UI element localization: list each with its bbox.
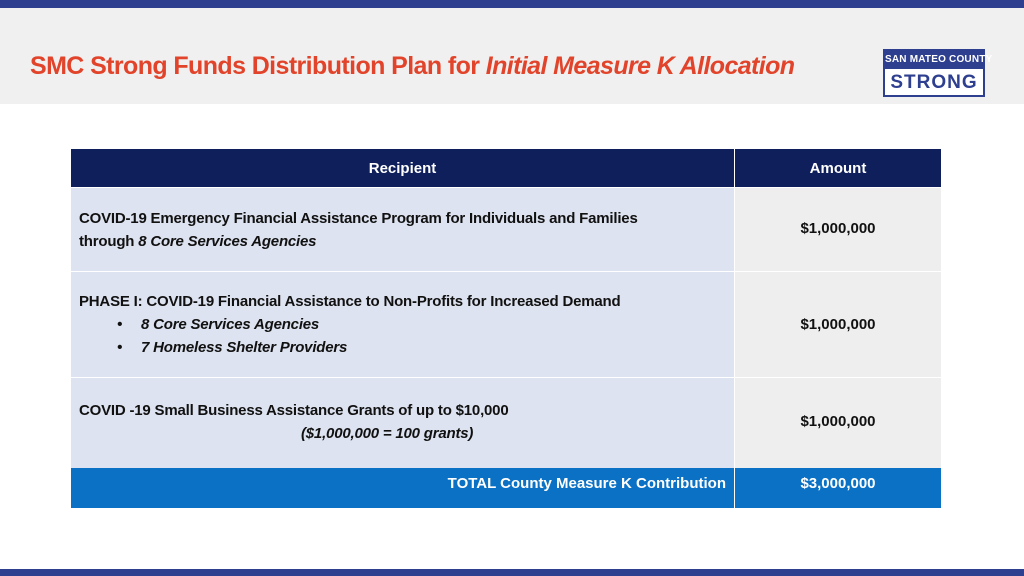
amount-value: $1,000,000	[800, 316, 876, 333]
bottom-accent-band	[0, 569, 1024, 576]
bullet-dot: •	[117, 339, 123, 356]
bullet-dot: •	[117, 316, 123, 333]
table-row	[71, 378, 941, 468]
title-regular: SMC Strong Funds Distribution Plan for	[30, 52, 486, 80]
table-row	[71, 272, 941, 378]
total-amount: $3,000,000	[734, 468, 941, 508]
column-header-recipient: Recipient	[368, 159, 437, 177]
slide-header	[0, 8, 1024, 104]
recipient-line-italic: 8 Core Services Agencies	[138, 233, 317, 250]
logo-top-text: SAN MATEO COUNTY	[885, 51, 983, 69]
recipient-line	[79, 230, 638, 253]
recipient-text	[79, 290, 620, 359]
recipient-text	[79, 399, 508, 445]
recipient-cell	[71, 272, 734, 377]
bullet-text: 7 Homeless Shelter Providers	[141, 339, 348, 356]
top-accent-band	[0, 0, 1024, 8]
bullet-text: 8 Core Services Agencies	[141, 316, 320, 333]
total-label: TOTAL County Measure K Contribution	[447, 475, 726, 492]
page-title	[30, 52, 794, 81]
table-row	[71, 188, 941, 272]
amount-value: $1,000,000	[800, 413, 876, 430]
recipient-cell	[71, 188, 734, 271]
distribution-table	[71, 149, 941, 508]
recipient-text	[79, 207, 638, 253]
recipient-line: COVID-19 Emergency Financial Assistance Program for Individuals and Families	[79, 210, 638, 227]
total-row	[71, 468, 941, 508]
title-italic: Initial Measure K Allocation	[485, 52, 795, 80]
bullet-item	[79, 313, 620, 336]
recipient-line: COVID -19 Small Business Assistance Grants of up to $10,000	[79, 402, 509, 419]
amount-cell	[734, 378, 941, 468]
amount-cell	[734, 272, 941, 377]
recipient-line-italic: ($1,000,000 = 100 grants)	[301, 425, 474, 442]
amount-cell	[734, 188, 941, 271]
recipient-cell	[71, 378, 734, 468]
logo-bottom-text: STRONG	[890, 72, 978, 93]
table-header-row	[71, 149, 941, 188]
smc-strong-logo	[883, 49, 993, 97]
recipient-line-prefix: through	[79, 233, 139, 250]
recipient-line: PHASE I: COVID-19 Financial Assistance to Non-Profits for Increased Demand	[79, 293, 621, 310]
amount-value: $1,000,000	[800, 220, 876, 237]
column-header-amount: Amount	[734, 149, 941, 187]
bullet-item	[79, 336, 620, 359]
